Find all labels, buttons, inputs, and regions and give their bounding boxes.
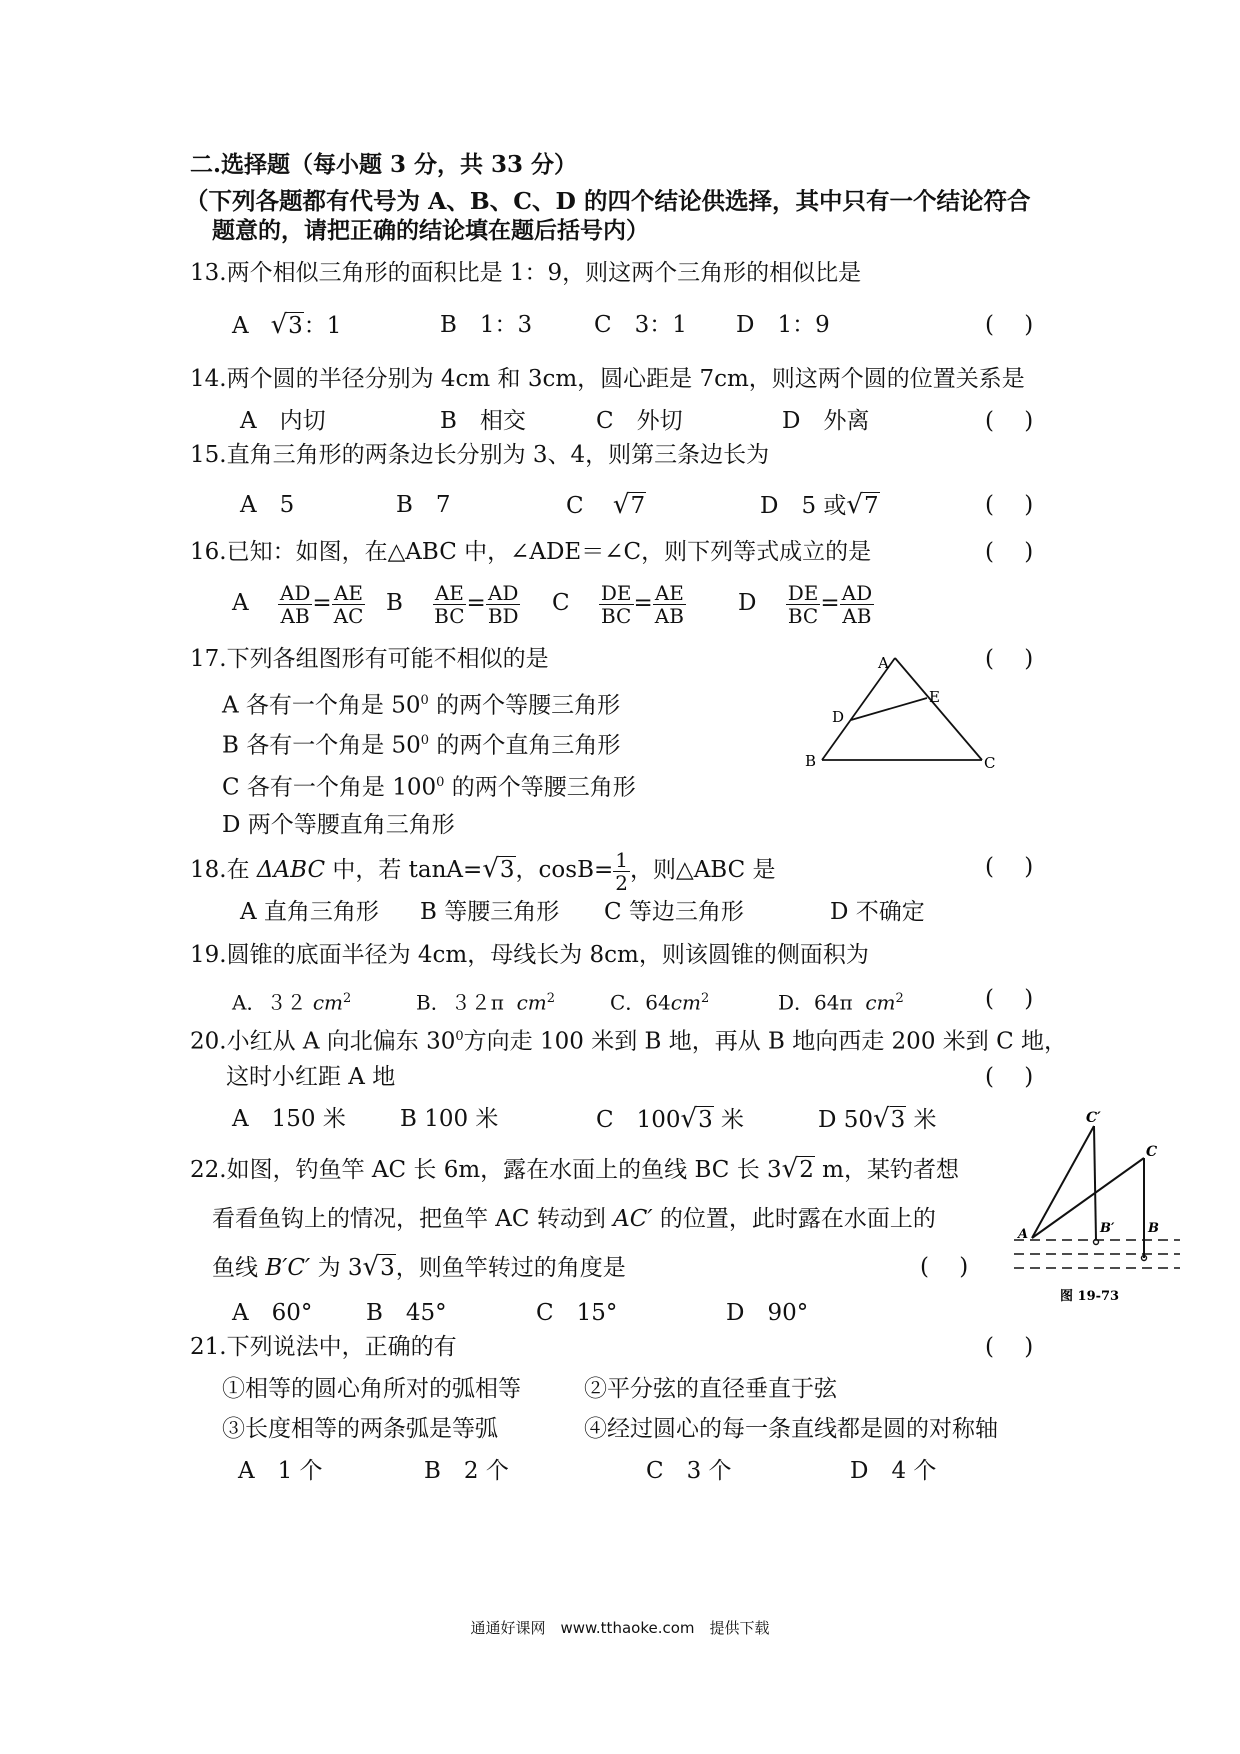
- q14-answer-blank: ( ): [985, 408, 1034, 434]
- q21-statement-2: ②平分弦的直径垂直于弦: [584, 1376, 837, 1402]
- q19-option-a: A．３２ $cm^2$: [232, 990, 352, 1015]
- triangle-figure: [800, 650, 1010, 770]
- sqrt-symbol: √2: [781, 1154, 814, 1184]
- q17-option-c: C 各有一个角是 $100^0$ 的两个等腰三角形: [222, 774, 636, 801]
- q19-option-b: B．３２π $cm^2$: [416, 990, 556, 1015]
- q16-option-b: B $\frac{AE}{BC}$ = $\frac{AD}{BD}$: [386, 580, 519, 628]
- sqrt-symbol: √3: [680, 1104, 713, 1134]
- sqrt-symbol: √3: [873, 1104, 906, 1134]
- line-c-prime-b-prime: [1094, 1126, 1096, 1240]
- page-footer: 通通好课网 www.tthaoke.com 提供下载: [470, 1619, 770, 1637]
- rod-ac: [1032, 1158, 1144, 1238]
- q21-statement-4: ④经过圆心的每一条直线都是圆的对称轴: [584, 1416, 998, 1442]
- q19-answer-blank: ( ): [985, 986, 1034, 1012]
- q21-answer-blank: ( ): [985, 1334, 1034, 1360]
- q20-option-d: D 50√3 米: [818, 1104, 937, 1134]
- label-c-prime: C′: [1086, 1110, 1101, 1126]
- q18-stem: 18.在 ΔABC 中，若 tanA=√3，cosB= $\frac{1}{2}$ ，则△ABC 是: [190, 847, 776, 895]
- q20-answer-blank: ( ): [985, 1064, 1034, 1090]
- q18-option-a: A 直角三角形: [240, 899, 379, 925]
- figure-caption: 图 19-73: [1060, 1289, 1120, 1304]
- q17-option-d: D 两个等腰直角三角形: [222, 812, 455, 838]
- q19-stem: 19.圆锥的底面半径为 4cm，母线长为 8cm，则该圆锥的侧面积为: [190, 942, 869, 968]
- q22-stem-line2: 看看鱼钩上的情况，把鱼竿 AC 转动到 AC′ 的位置，此时露在水面上的: [212, 1206, 936, 1232]
- q20-option-b: B 100 米: [400, 1106, 499, 1132]
- fraction: $\frac{AE}{BC}$: [434, 580, 465, 628]
- q18-answer-blank: ( ): [985, 854, 1034, 880]
- q17-option-b: B 各有一个角是 $50^0$ 的两个直角三角形: [222, 732, 621, 759]
- sqrt-symbol: √3: [362, 1252, 395, 1282]
- fraction: $\frac{AD}{AB}$: [841, 580, 873, 628]
- section-instruction-line1: （下列各题都有代号为 A、B、C、D 的四个结论供选择，其中只有一个结论符合: [185, 187, 1031, 215]
- q14-option-d: D 外离: [782, 408, 870, 434]
- q22-answer-blank: ( ): [920, 1254, 969, 1280]
- q22-option-d: D 90°: [726, 1300, 809, 1326]
- q20-option-a: A 150 米: [232, 1106, 346, 1132]
- q13-answer-blank: ( ): [985, 312, 1034, 338]
- q21-stem: 21.下列说法中，正确的有: [190, 1334, 457, 1360]
- q17-option-a: A 各有一个角是 $50^0$ 的两个等腰三角形: [222, 692, 621, 719]
- q21-option-c: C 3 个: [646, 1458, 732, 1484]
- q16-option-c: C $\frac{DE}{BC}$ = $\frac{AE}{AB}$: [552, 580, 684, 628]
- q20-stem-line2: 这时小红距 A 地: [226, 1064, 396, 1090]
- rod-ac-prime: [1032, 1126, 1094, 1238]
- q22-stem-line3: 鱼线 B′C′ 为 3√3，则鱼竿转过的角度是: [212, 1252, 626, 1282]
- sqrt-symbol: √3: [270, 310, 303, 340]
- section-instruction-line2: 题意的，请把正确的结论填在题后括号内）: [212, 217, 649, 244]
- q16-option-d: D $\frac{DE}{BC}$ = $\frac{AD}{AB}$: [738, 580, 873, 628]
- q13-option-c: C 3：1: [594, 312, 687, 338]
- label-b: B: [1148, 1221, 1159, 1236]
- fraction: $\frac{AE}{AC}$: [333, 580, 364, 628]
- q13-option-a: A √3：1: [232, 310, 342, 340]
- q13-option-d: D 1：9: [736, 312, 830, 338]
- fraction: $\frac{1}{2}$: [615, 847, 628, 895]
- q18-option-b: B 等腰三角形: [420, 899, 560, 925]
- q21-option-d: D 4 个: [850, 1458, 937, 1484]
- q19-option-d: D．64π $cm^2$: [778, 990, 904, 1015]
- side-ac: [895, 658, 982, 760]
- q17-stem: 17.下列各组图形有可能不相似的是: [190, 646, 549, 672]
- q13-stem: 13.两个相似三角形的面积比是 1：9，则这两个三角形的相似比是: [190, 260, 862, 286]
- fishing-rod-figure: [1010, 1108, 1190, 1308]
- q14-option-a: A 内切: [240, 408, 326, 434]
- q18-option-d: D 不确定: [830, 899, 925, 925]
- segment-de: [851, 698, 927, 720]
- label-a: A: [878, 654, 889, 672]
- q20-stem-line1: 20.小红从 A 向北偏东 $30^0$方向走 100 米到 B 地，再从 B 地向西走 200 米到 C 地，: [190, 1028, 1067, 1055]
- q16-option-a: A $\frac{AD}{AB}$ = $\frac{AE}{AC}$: [232, 580, 364, 628]
- q22-option-b: B 45°: [366, 1300, 447, 1326]
- sqrt-symbol: √7: [846, 490, 879, 520]
- q13-option-b: B 1：3: [440, 312, 533, 338]
- q20-option-c: C 100√3 米: [596, 1104, 745, 1134]
- q15-option-c: C √7: [566, 490, 646, 520]
- q15-option-a: A 5: [240, 492, 295, 518]
- q19-option-c: C．$64cm^2$: [610, 990, 710, 1015]
- q22-option-c: C 15°: [536, 1300, 618, 1326]
- label-b-prime: B′: [1100, 1221, 1115, 1236]
- fraction: $\frac{DE}{BC}$: [787, 580, 819, 628]
- label-c: C: [984, 754, 996, 770]
- q21-statement-1: ①相等的圆心角所对的弧相等: [222, 1376, 521, 1402]
- q14-option-b: B 相交: [440, 408, 526, 434]
- q17-answer-blank: ( ): [985, 646, 1034, 672]
- q22-stem-line1: 22.如图，钓鱼竿 AC 长 6m，露在水面上的鱼线 BC 长 3√2 m，某钓者想: [190, 1154, 959, 1184]
- sqrt-symbol: √7: [612, 490, 646, 520]
- section-title: 二.选择题（每小题 3 分，共 33 分）: [190, 151, 578, 178]
- q18-option-c: C 等边三角形: [604, 899, 744, 925]
- label-b: B: [805, 752, 817, 770]
- fraction: $\frac{AD}{AB}$: [279, 580, 311, 628]
- q22-option-a: A 60°: [232, 1300, 313, 1326]
- q15-stem: 15.直角三角形的两条边长分别为 3、4，则第三条边长为: [190, 442, 770, 468]
- label-e: E: [929, 688, 940, 706]
- q21-option-b: B 2 个: [424, 1458, 509, 1484]
- q21-statement-3: ③长度相等的两条弧是等弧: [222, 1416, 498, 1442]
- label-a: A: [1018, 1227, 1029, 1242]
- q15-option-d: D 5 或√7: [760, 490, 879, 520]
- q16-stem: 16.已知：如图，在△ABC 中，∠ADE＝∠C，则下列等式成立的是: [190, 539, 872, 565]
- fraction: $\frac{AE}{AB}$: [654, 580, 684, 628]
- fraction: $\frac{AD}{BD}$: [487, 580, 519, 628]
- q16-answer-blank: ( ): [985, 539, 1034, 565]
- q15-answer-blank: ( ): [985, 492, 1034, 518]
- sqrt-symbol: √3: [482, 854, 515, 884]
- label-d: D: [832, 708, 845, 726]
- q14-stem: 14.两个圆的半径分别为 4cm 和 3cm，圆心距是 7cm，则这两个圆的位置关系是: [190, 366, 1025, 392]
- fraction: $\frac{DE}{BC}$: [600, 580, 632, 628]
- q14-option-c: C 外切: [596, 408, 683, 434]
- q15-option-b: B 7: [396, 492, 451, 518]
- label-c: C: [1146, 1144, 1158, 1160]
- q21-option-a: A 1 个: [238, 1458, 323, 1484]
